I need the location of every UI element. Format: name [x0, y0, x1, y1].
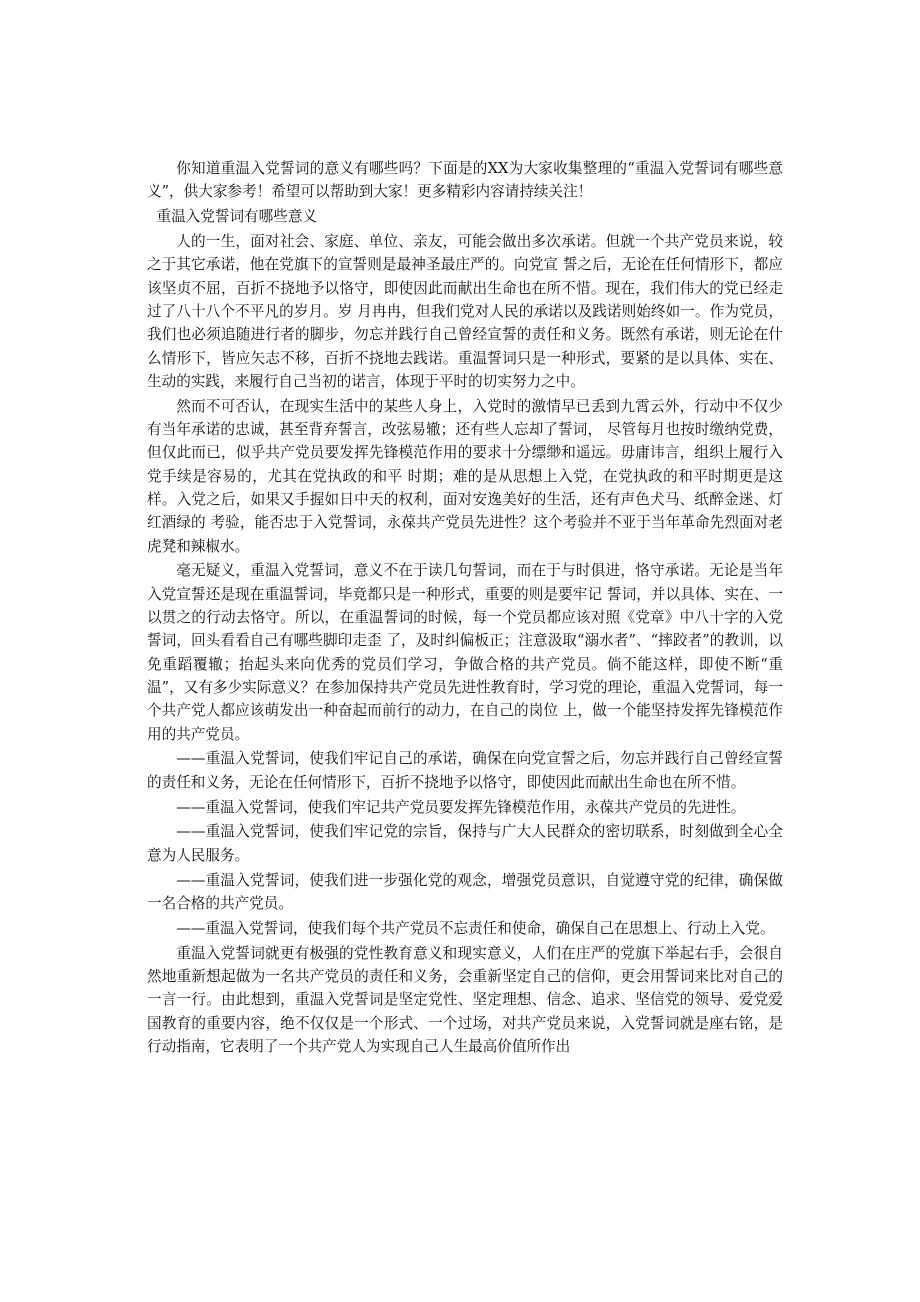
body-paragraph: ——重温入党誓词，使我们牢记共产党员要发挥先锋模范作用，永葆共产党员的先进性。 — [176, 798, 746, 816]
section-heading: 重温入党誓词有哪些意义 — [156, 208, 318, 226]
body-paragraph: 人的一生，面对社会、家庭、单位、亲友，可能会做出多次承诺。但就一个共产党员来说，较之于其它承诺，他在党旗下的宣誓则是最神圣最庄严的。向党宣 誓之后，无论在任何情形下，都应该坚贞不屈，百折不挠地予以恪守，即使因此而献出生命也在所不惜。现在，我们伟大的党已经走过了八十八个不平凡的岁月。岁 月冉冉，但我们党对人民的承诺以及践诺则始终如一。作为党员，我们也必须追随进行者的脚步，勿忘并践行自己曾经宣誓的责任和义务。既然有承诺，则无论在什 么情形下，皆应矢志不移，百折不挠地去践诺。重温誓词只是一种形式，要紧的是以具体、实在、生动的实践，来履行自己当初的诺言，体现于平时的切实努力之中。 — [147, 233, 783, 390]
body-paragraph: 毫无疑义，重温入党誓词，意义不在于读几句誓词，而在于与时俱进，恪守承诺。无论是当年入党宣誓还是现在重温誓词，毕竟都只是一种形式，重要的则是要牢记 誓词，并以具体、实在、一以贯之的行动去恪守。所以，在重温誓词的时候，每一个党员都应该对照《党章》中八十字的入党誓词，回头看看自己有哪些脚印走歪 了，及时纠偏板正；注意汲取“溺水者”、“摔跤者”的教训，以免重蹈覆辙；抬起头来向优秀的党员们学习，争做合格的共产党员。倘不能这样，即使不断“重 温”，又有多少实际意义？在参加保持共产党员先进性教育时，学习党的理论，重温入党誓词，每一个共产党人都应该萌发出一种奋起而前行的动力，在自己的岗位 上，做一个能坚持发挥先锋模范作用的共产党员。 — [147, 562, 783, 743]
body-paragraph: 然而不可否认，在现实生活中的某些人身上，入党时的激情早已丢到九霄云外，行动中不仅少有当年承诺的忠诚，甚至背弃誓言，改弦易辙；还有些人忘却了誓词， 尽管每月也按时缴纳党费，但仅此而已，似乎共产党员要发挥先锋模范作用的要求十分缥缈和遥远。毋庸讳言，组织上履行入党手续是容易的，尤其在党执政的和平 时期；难的是从思想上入党，在党执政的和平时期更是这样。入党之后，如果又手握如日中天的权利，面对安逸美好的生活，还有声色犬马、纸醉金迷、灯红酒绿的 考验，能否忠于入党誓词，永葆共产党员先进性？这个考验并不亚于当年革命先烈面对老虎凳和辣椒水。 — [147, 397, 783, 555]
body-paragraph: ——重温入党誓词，使我们每个共产党员不忘责任和使命，确保自己在思想上、行动上入党。 — [176, 919, 775, 937]
body-paragraph: ——重温入党誓词，使我们进一步强化党的观念，增强党员意识，自觉遵守党的纪律，确保做一名合格的共产党员。 — [147, 871, 783, 912]
intro-paragraph: 你知道重温入党誓词的意义有哪些吗？下面是的XX为大家收集整理的“重温入党誓词有哪些意义”，供大家参考！希望可以帮助到大家！更多精彩内容请持续关注！ — [147, 160, 783, 201]
body-paragraph: ——重温入党誓词，使我们牢记自己的承诺，确保在向党宣誓之后，勿忘并践行自己曾经宣誓的责任和义务，无论在任何情形下，百折不挠地予以恪守，即使因此而献出生命也在所不惜。 — [147, 750, 783, 791]
body-paragraph: 重温入党誓词就更有极强的党性教育意义和现实意义，人们在庄严的党旗下举起右手，会很自然地重新想起做为一名共产党员的责任和义务，会重新坚定自己的信仰，更会用誓词来比对自己的一言一行。由此想到，重温入党誓词是坚定党性、坚定理想、信念、追求、坚信党的领导、爱党爱国教育的重要内容，绝不仅仅是一个形式、一个过场，对共产党员来说，入党誓词就是座右铭，是行动指南，它表明了一个共产党人为实现自己人生最高价值所作出 — [147, 944, 783, 1055]
document-body — [147, 157, 783, 1060]
body-paragraph: ——重温入党誓词，使我们牢记党的宗旨，保持与广大人民群众的密切联系，时刻做到全心全意为人民服务。 — [147, 823, 783, 864]
